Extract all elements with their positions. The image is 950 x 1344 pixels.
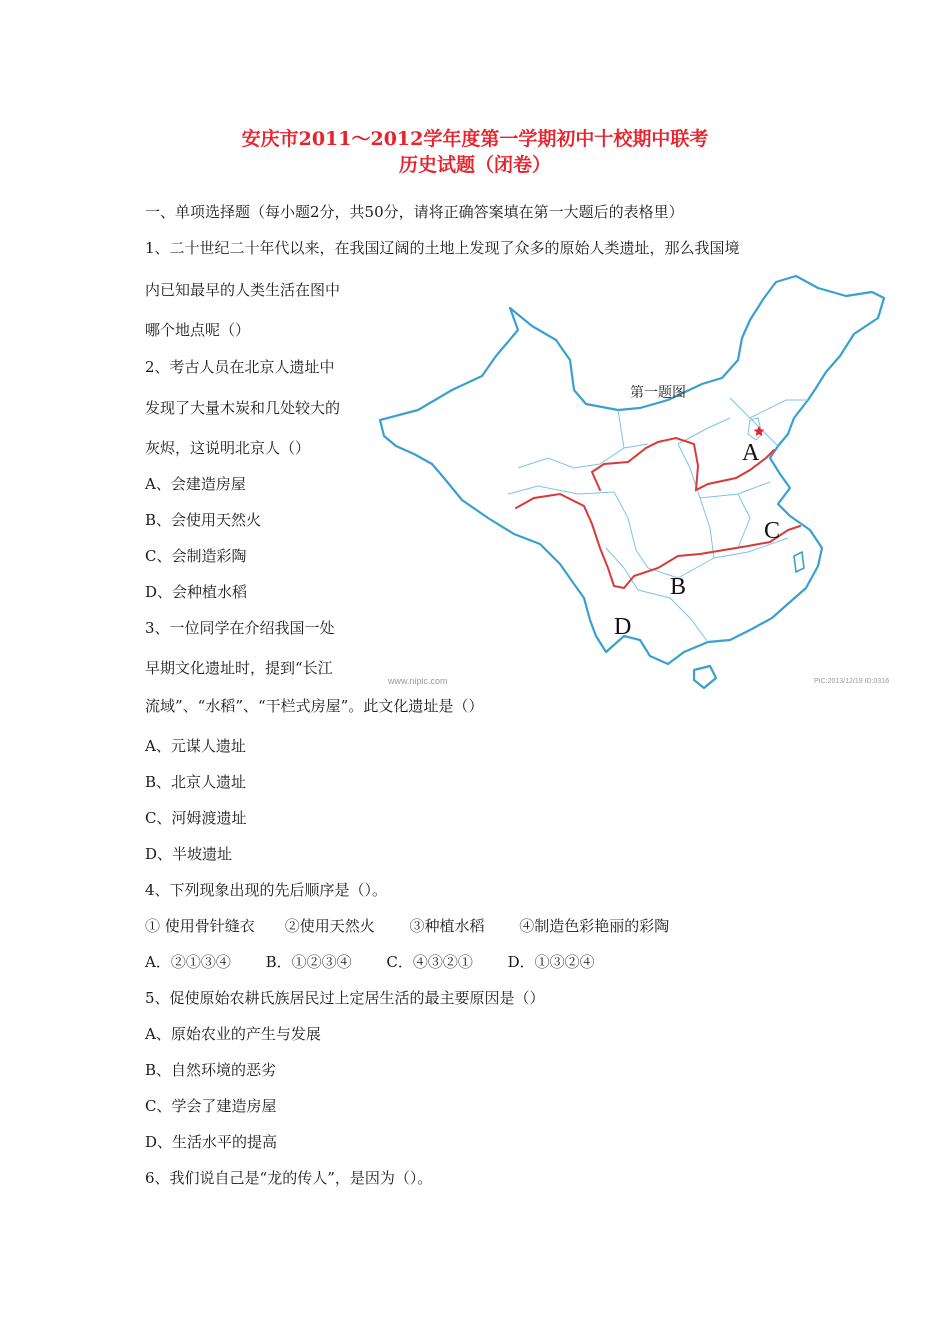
map-label-c: C (764, 518, 781, 544)
q3-line-3: 流域”、“水稻”、“干栏式房屋”。此文化遗址是（） (145, 697, 484, 715)
q2-option-d: D、会种植水稻 (145, 583, 248, 601)
title-line-2: 历史试题（闭卷） (398, 154, 551, 176)
section-heading: 一、单项选择题（每小题2分，共50分，请将正确答案填在第一大题后的表格里） (145, 203, 684, 221)
map-province-lines (508, 398, 808, 642)
q5-option-b: B、自然环境的恶劣 (145, 1061, 277, 1079)
q2-line-3: 灰烬，这说明北京人（） (145, 439, 311, 457)
q5-stem: 5、促使原始农耕氏族居民过上定居生活的最主要原因是（） (145, 989, 545, 1007)
q2-option-a: A、会建造房屋 (145, 475, 246, 493)
beijing-star-icon (754, 426, 765, 436)
q3-option-d: D、半坡遗址 (145, 845, 233, 863)
map-label-d: D (614, 614, 632, 640)
q1-line-1: 1、二十世纪二十年代以来，在我国辽阔的土地上发现了众多的原始人类遗址，那么我国境 (145, 239, 740, 257)
q3-line-2: 早期文化遗址时，提到“长江 (145, 659, 333, 677)
map-caption: 第一题图 (630, 385, 686, 401)
q5-option-d: D、生活水平的提高 (145, 1133, 278, 1151)
q3-option-b: B、北京人遗址 (145, 773, 247, 791)
map-label-a: A (742, 440, 760, 466)
map-watermark-right: PIC:2013/12/19 ID:0316 (814, 678, 890, 685)
map-outline (380, 276, 884, 688)
q1-line-2: 内已知最早的人类生活在图中 (145, 281, 341, 299)
q1-line-3: 哪个地点呢（） (145, 321, 251, 339)
q3-option-a: A、元谋人遗址 (145, 737, 246, 755)
map-watermark-left: www.nipic.com (388, 676, 448, 686)
q5-option-c: C、学会了建造房屋 (145, 1097, 277, 1115)
q4-options: A．②①③④ B．①②③④ C．④③②① D．①③②④ (145, 953, 595, 971)
china-map-svg (378, 268, 900, 693)
q3-option-c: C、河姆渡遗址 (145, 809, 247, 827)
china-map-figure (378, 268, 900, 693)
q4-stem: 4、下列现象出现的先后顺序是（）。 (145, 881, 388, 899)
q6-stem: 6、我们说自己是“龙的传人”，是因为（）。 (145, 1169, 433, 1187)
q3-line-1: 3、一位同学在介绍我国一处 (145, 619, 335, 637)
map-label-b: B (670, 574, 687, 600)
q2-option-c: C、会制造彩陶 (145, 547, 247, 565)
q4-items: ① 使用骨针缝衣 ②使用天然火 ③种植水稻 ④制造色彩艳丽的彩陶 (145, 917, 670, 935)
q5-option-a: A、原始农业的产生与发展 (145, 1025, 321, 1043)
q2-option-b: B、会使用天然火 (145, 511, 262, 529)
q2-line-2: 发现了大量木炭和几处较大的 (145, 399, 341, 417)
q2-line-1: 2、考古人员在北京人遗址中 (145, 358, 335, 376)
title-line-1: 安庆市2011～2012学年度第一学期初中十校期中联考 (241, 128, 709, 150)
